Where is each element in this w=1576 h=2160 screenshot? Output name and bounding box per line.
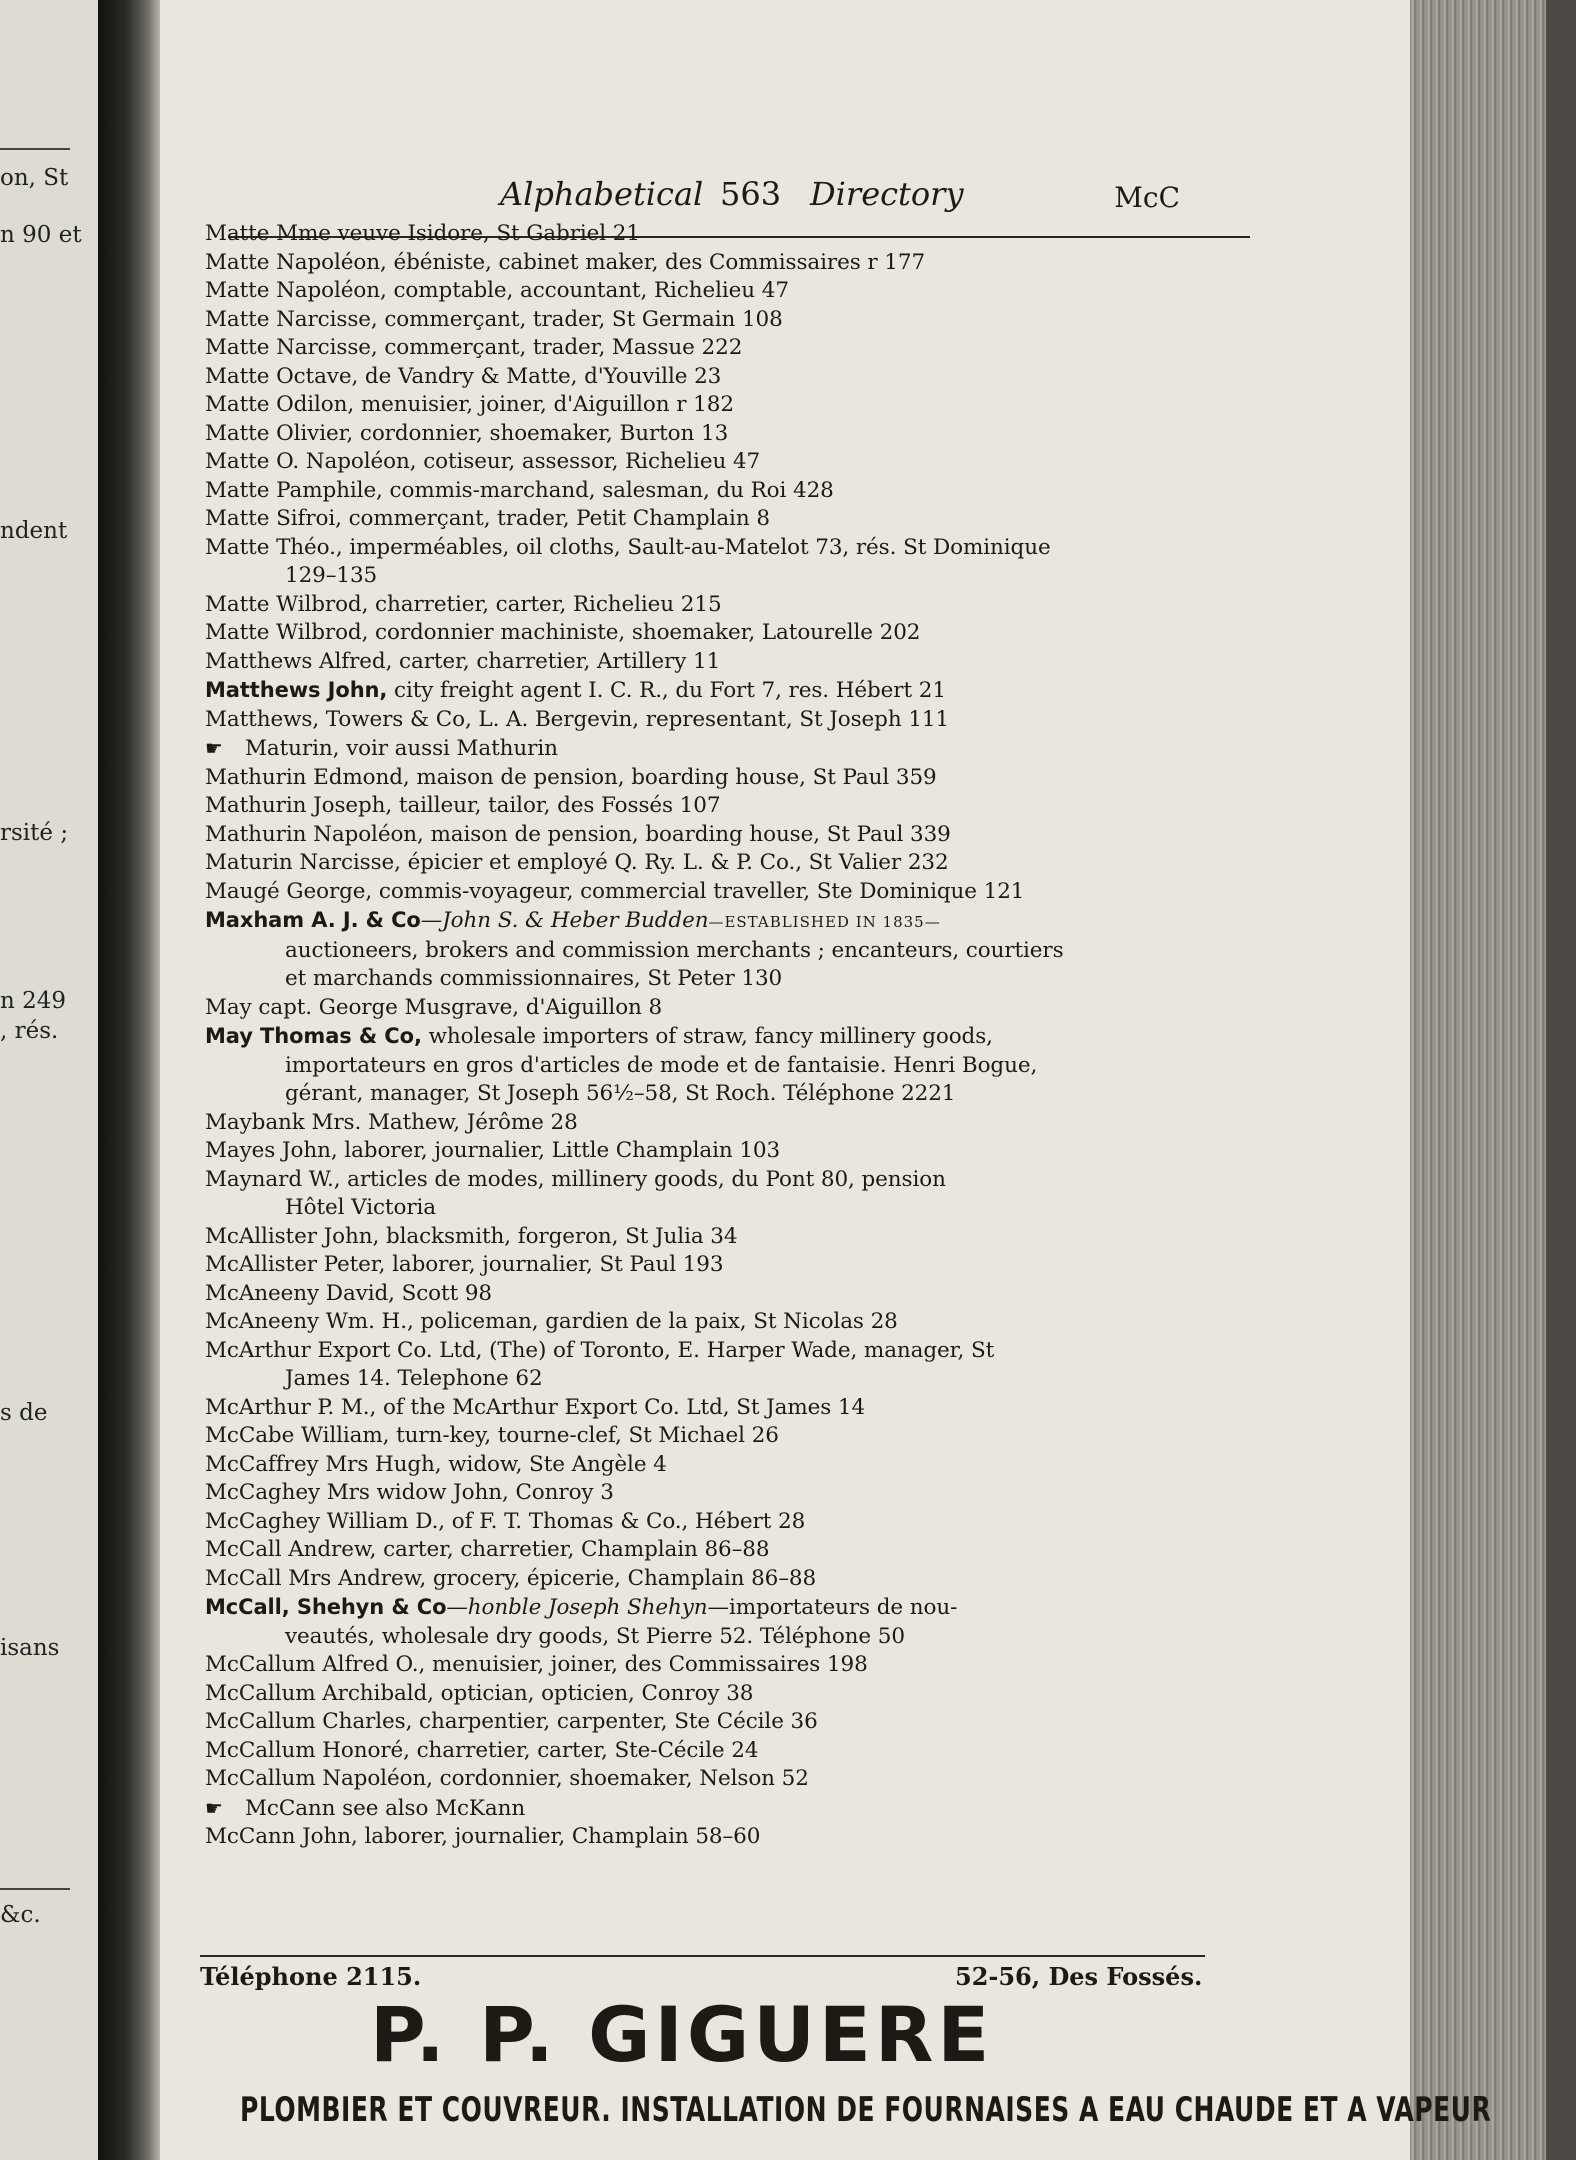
entry-text: Matte Pamphile, commis-marchand, salesman, du Roi 428 [205,477,834,503]
entry-text: McCallum Napoléon, cordonnier, shoemaker, Nelson 52 [205,1766,809,1791]
entry-text: Mathurin Napoléon, maison de pension, boarding house, St Paul 339 [205,821,951,847]
directory-listing [205,220,1255,1852]
directory-entry [205,1708,1255,1737]
facing-page-edge [0,0,98,2160]
entry-text: Mathurin Joseph, tailleur, tailor, des Fossés 107 [205,793,721,818]
advert-company-name: P. P. GIGUERE [370,1990,994,2079]
entry-bold-name: May Thomas & Co, [205,1024,422,1048]
directory-entry [205,1251,1255,1280]
directory-entry [205,878,1255,907]
entry-continuation: importateurs en gros d'articles de mode et de fantaisie. Henri Bogue, [285,1052,1038,1078]
directory-entry [205,1337,1255,1394]
entry-text: McAllister Peter, laborer, journalier, St Paul 193 [205,1252,724,1277]
entry-bold-name: Matthews John, [205,678,388,702]
directory-entry [205,249,1255,278]
entry-text: Matte Mme veuve Isidore, St Gabriel 21 [205,221,640,246]
entry-text: McCann see also McKann [245,1795,526,1821]
directory-entry [205,648,1255,677]
directory-entry [205,1109,1255,1138]
entry-text: May capt. George Musgrave, d'Aiguillon 8 [205,994,663,1020]
divider [0,1888,70,1890]
directory-entry [205,906,1255,994]
directory-entry [205,994,1255,1023]
directory-entry [205,534,1255,591]
entry-text: Matte Sifroi, commerçant, trader, Petit Champlain 8 [205,506,770,531]
directory-entry [205,1823,1255,1852]
entry-continuation: et marchands commissionnaires, St Peter 130 [285,966,783,991]
directory-entry [205,1508,1255,1537]
directory-entry [205,764,1255,793]
facing-page-fragment: ndent [0,518,68,544]
page-number: 563 [720,175,782,213]
directory-entry [205,420,1255,449]
footer-rule [200,1955,1205,1957]
entry-text: Maybank Mrs. Mathew, Jérôme 28 [205,1109,578,1135]
directory-entry [205,448,1255,477]
book-gutter [98,0,160,2160]
entry-text: Matthews, Towers & Co, L. A. Bergevin, representant, St Joseph 111 [205,706,950,732]
entry-text: Mathurin Edmond, maison de pension, boarding house, St Paul 359 [205,764,937,790]
directory-entry [205,1651,1255,1680]
directory-entry [205,1765,1255,1794]
pointing-hand-icon: ☛ [205,1795,223,1820]
directory-entry [205,1422,1255,1451]
directory-entry [205,821,1255,850]
header-word: Alphabetical [500,175,704,213]
entry-text: McArthur P. M., of the McArthur Export Co. Ltd, St James 14 [205,1394,866,1420]
entry-text: McAneeny Wm. H., policeman, gardien de la paix, St Nicolas 28 [205,1309,898,1334]
entry-text: McCaghey William D., of F. T. Thomas & Co., Hébert 28 [205,1508,806,1534]
directory-entry [205,220,1255,249]
directory-entry [205,734,1255,764]
entry-continuation: 129–135 [285,563,378,588]
directory-entry [205,1280,1255,1309]
entry-text: Maturin, voir aussi Mathurin [245,736,558,761]
entry-text: Matthews Alfred, carter, charretier, Artillery 11 [205,648,721,674]
entry-continuation: veautés, wholesale dry goods, St Pierre 52. Téléphone 50 [285,1623,905,1649]
facing-page-fragment: on, St [0,165,69,191]
entry-text: Matte Napoléon, ébéniste, cabinet maker, des Commissaires r 177 [205,249,926,275]
entry-text: McCall Mrs Andrew, grocery, épicerie, Champlain 86–88 [205,1565,817,1591]
entry-continuation: James 14. Telephone 62 [285,1366,543,1391]
entry-text: Maynard W., articles de modes, millinery goods, du Pont 80, pension [205,1166,946,1192]
entry-text: McCallum Archibald, optician, opticien, Conroy 38 [205,1680,754,1706]
entry-text: Matte Olivier, cordonnier, shoemaker, Burton 13 [205,420,729,446]
entry-text: McCabe William, turn-key, tourne-clef, St Michael 26 [205,1423,779,1448]
directory-entry [205,477,1255,506]
book-edge [1410,0,1576,2160]
directory-entry [205,334,1255,363]
facing-page-fragment: rsité ; [0,820,69,846]
entry-text: Matte Odilon, menuisier, joiner, d'Aiguillon r 182 [205,392,734,417]
divider [0,148,70,150]
directory-entry [205,1308,1255,1337]
directory-entry [205,1536,1255,1565]
directory-entry [205,1737,1255,1766]
entry-continuation: auctioneers, brokers and commission merchants ; encanteurs, courtiers [285,937,1064,963]
directory-entry [205,1479,1255,1508]
entry-bold-name: Maxham A. J. & Co [205,908,421,932]
entry-text: Matte Narcisse, commerçant, trader, Massue 222 [205,335,743,360]
running-header [330,165,1260,225]
facing-page-fragment: , rés. [0,1018,59,1044]
directory-entry [205,306,1255,335]
entry-text: McCallum Honoré, charretier, carter, Ste-Cécile 24 [205,1737,759,1763]
pointing-hand-icon: ☛ [205,736,223,760]
directory-entry [205,706,1255,735]
entry-text: Matte Théo., imperméables, oil cloths, Sault-au-Matelot 73, rés. St Dominique [205,534,1051,560]
header-word: Directory [810,175,964,213]
directory-entry [205,1565,1255,1594]
entry-text: McCall Andrew, carter, charretier, Champlain 86–88 [205,1537,770,1562]
entry-partners: —honble Joseph Shehyn [446,1595,708,1620]
directory-entry [205,391,1255,420]
entry-text: Maturin Narcisse, épicier et employé Q. Ry. L. & P. Co., St Valier 232 [205,850,949,875]
footer-address: 52-56, Des Fossés. [955,1962,1203,1991]
entry-text: Matte Octave, de Vandry & Matte, d'Youville 23 [205,363,722,389]
directory-entry [205,1680,1255,1709]
facing-page-fragment: n 90 et [0,222,82,248]
entry-continuation: Hôtel Victoria [285,1195,436,1220]
directory-entry [205,591,1255,620]
entry-text: city freight agent I. C. R., du Fort 7, res. Hébert 21 [387,678,946,703]
directory-entry [205,1137,1255,1166]
section-label: McC [1114,181,1180,214]
entry-continuation: gérant, manager, St Joseph 56½–58, St Roch. Téléphone 2221 [285,1081,956,1106]
entry-text: Mayes John, laborer, journalier, Little Champlain 103 [205,1138,781,1163]
directory-entry [205,1593,1255,1651]
entry-text: Matte O. Napoléon, cotiseur, assessor, Richelieu 47 [205,449,761,474]
directory-entry [205,1022,1255,1109]
entry-text: Matte Narcisse, commerçant, trader, St Germain 108 [205,306,783,332]
facing-page-fragment: &c. [0,1902,41,1928]
directory-entry [205,505,1255,534]
directory-entry [205,676,1255,706]
entry-partners: —John S. & Heber Budden [420,908,709,933]
directory-entry [205,1794,1255,1824]
facing-page-fragment: isans [0,1635,60,1661]
entry-text: McCallum Alfred O., menuisier, joiner, des Commissaires 198 [205,1652,868,1677]
footer-phone: Téléphone 2115. [200,1962,422,1991]
directory-entry [205,1166,1255,1223]
entry-text: Matte Napoléon, comptable, accountant, Richelieu 47 [205,278,789,303]
entry-text: McArthur Export Co. Ltd, (The) of Toronto, E. Harper Wade, manager, St [205,1337,995,1363]
entry-bold-name: McCall, Shehyn & Co [205,1595,447,1619]
directory-entry [205,792,1255,821]
directory-entry [205,1223,1255,1252]
entry-text: wholesale importers of straw, fancy millinery goods, [421,1024,993,1049]
directory-entry [205,363,1255,392]
entry-text: Maugé George, commis-voyageur, commercial traveller, Ste Dominique 121 [205,878,1025,904]
entry-established: —ESTABLISHED IN 1835— [708,913,941,931]
entry-text: McCaffrey Mrs Hugh, widow, Ste Angèle 4 [205,1451,667,1477]
entry-text: McAneeny David, Scott 98 [205,1280,492,1306]
entry-text: McCaghey Mrs widow John, Conroy 3 [205,1480,614,1505]
directory-entry [205,619,1255,648]
directory-entry [205,849,1255,878]
directory-entry [205,277,1255,306]
entry-text: Matte Wilbrod, charretier, carter, Richelieu 215 [205,591,722,617]
entry-text: McAllister John, blacksmith, forgeron, St Julia 34 [205,1223,738,1249]
directory-entry [205,1451,1255,1480]
advert-tagline: PLOMBIER ET COUVREUR. INSTALLATION DE FOURNAISES A EAU CHAUDE ET A VAPEUR [240,2090,1492,2130]
entry-text: McCann John, laborer, journalier, Champlain 58–60 [205,1824,761,1849]
entry-text: —importateurs de nou- [707,1595,958,1620]
entry-text: Matte Wilbrod, cordonnier machiniste, shoemaker, Latourelle 202 [205,620,921,645]
entry-text: McCallum Charles, charpentier, carpenter, Ste Cécile 36 [205,1709,818,1734]
facing-page-fragment: n 249 [0,988,67,1014]
facing-page-fragment: s de [0,1400,48,1426]
directory-entry [205,1394,1255,1423]
